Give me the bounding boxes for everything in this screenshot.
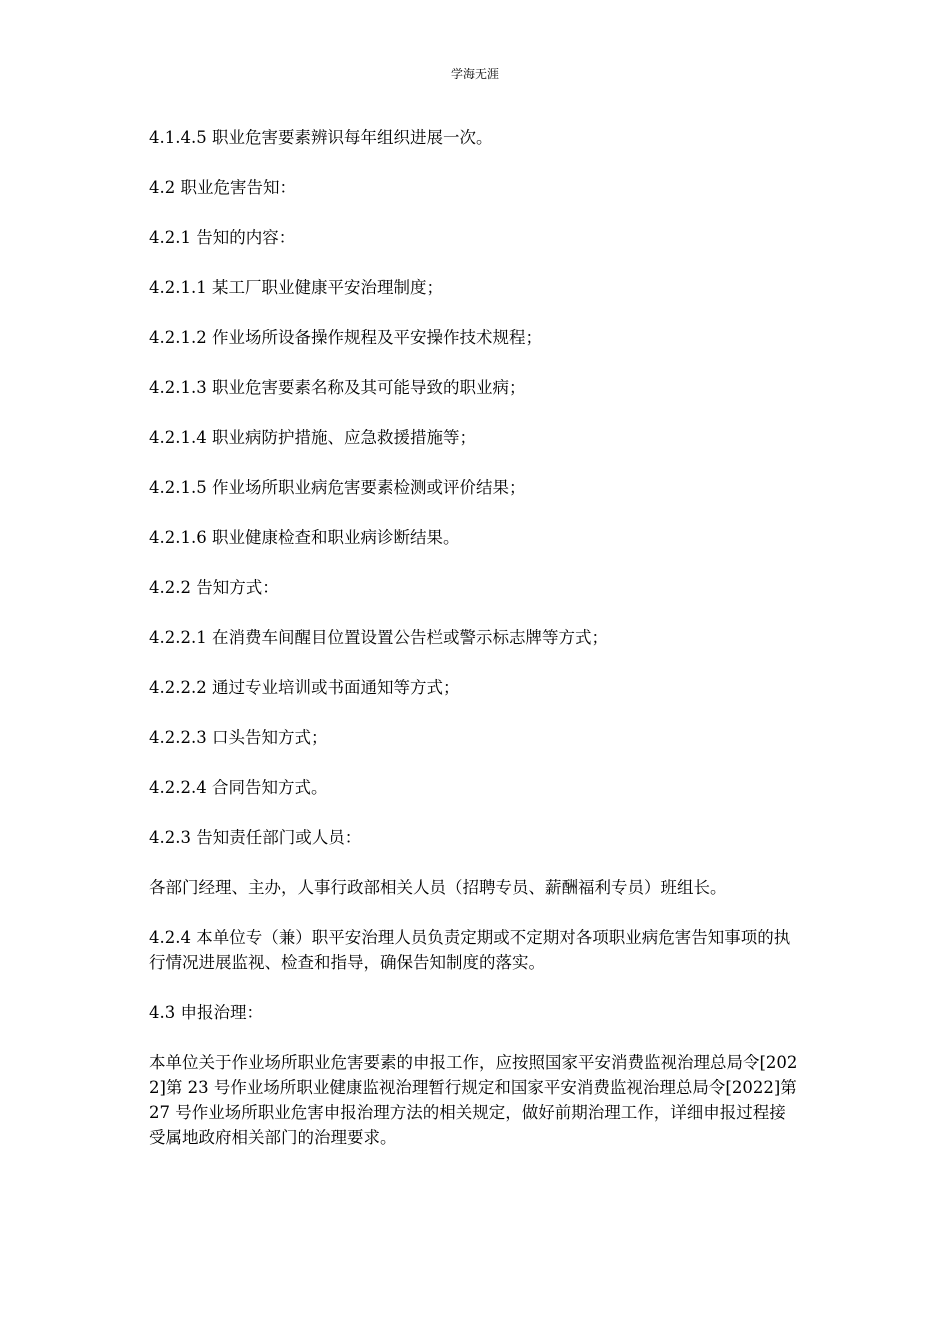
heading-4-2-1: 4.2.1 告知的内容： (149, 228, 296, 247)
paragraph-declaration: 本单位关于作业场所职业危害要素的申报工作，应按照国家平安消费监视治理总局令[2022]第 23 号作业场所职业健康监视治理暂行规定和国家平安消费监视治理总局令[2022]第 27 号作业场所职业危害申报治理方法的相关规定，做好前期治理工作，详细申报过程接受属地政府相关部门的治理要求。 (149, 1053, 798, 1147)
paragraph-4-2-4: 4.2.4 本单位专（兼）职平安治理人员负责定期或不定期对各项职业病危害告知事项的执行情况进展监视、检查和指导，确保告知制度的落实。 (149, 928, 791, 972)
paragraph-4-1-4-5: 4.1.4.5 职业危害要素辨识每年组织进展一次。 (149, 128, 493, 147)
paragraph-responsible-parties: 各部门经理、主办，人事行政部相关人员（招聘专员、薪酬福利专员）班组长。 (149, 878, 727, 897)
heading-4-3: 4.3 申报治理： (149, 1003, 263, 1022)
list-item-4-2-2-1: 4.2.2.1 在消费车间醒目位置设置公告栏或警示标志牌等方式； (149, 628, 608, 647)
list-item-4-2-1-4: 4.2.1.4 职业病防护措施、应急救援措施等； (149, 428, 476, 447)
list-item-4-2-2-4: 4.2.2.4 合同告知方式。 (149, 778, 328, 797)
page-header: 学海无涯 (450, 67, 499, 81)
heading-4-2-3: 4.2.3 告知责任部门或人员： (149, 828, 362, 847)
heading-4-2-2: 4.2.2 告知方式： (149, 578, 279, 597)
list-item-4-2-1-6: 4.2.1.6 职业健康检查和职业病诊断结果。 (149, 528, 460, 547)
list-item-4-2-1-1: 4.2.1.1 某工厂职业健康平安治理制度； (149, 278, 443, 297)
list-item-4-2-1-5: 4.2.1.5 作业场所职业病危害要素检测或评价结果； (149, 478, 526, 497)
heading-4-2: 4.2 职业危害告知： (149, 178, 296, 197)
list-item-4-2-2-3: 4.2.2.3 口头告知方式； (149, 728, 328, 747)
list-item-4-2-1-3: 4.2.1.3 职业危害要素名称及其可能导致的职业病； (149, 378, 526, 397)
document-body (149, 125, 799, 1175)
list-item-4-2-1-2: 4.2.1.2 作业场所设备操作规程及平安操作技术规程； (149, 328, 542, 347)
list-item-4-2-2-2: 4.2.2.2 通过专业培训或书面通知等方式； (149, 678, 460, 697)
